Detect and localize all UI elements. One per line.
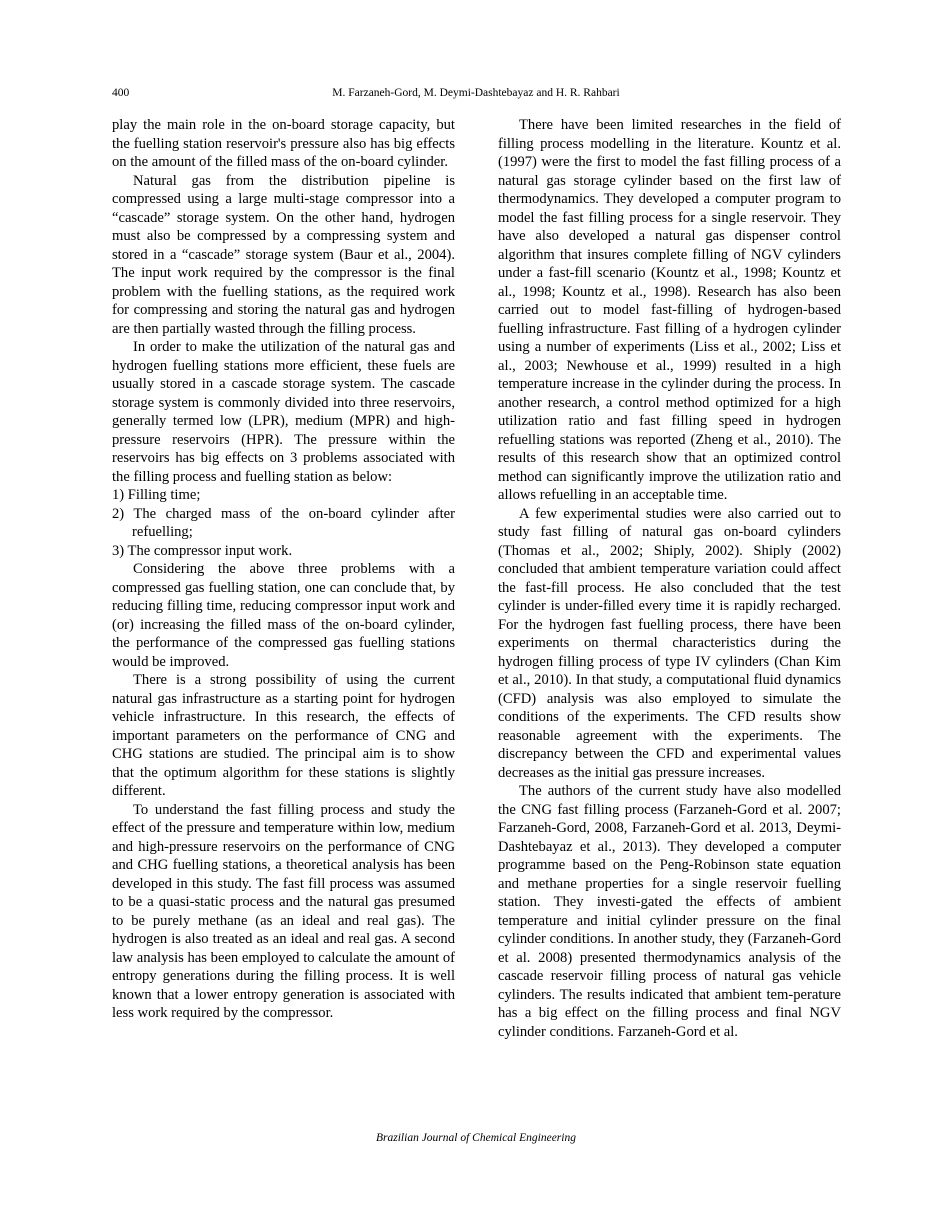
left-paragraph-6: To understand the fast filling process and study the effect of the pressure and temperature within low, medium and high-pressure reservoirs on the performance of CNG and CHG fuelling stations, a theoretical analysis has been developed in this study. The fast fill process was assumed to be a quasi-static process and the natural gas presumed to be purely methane (as an ideal and real gas). The hydrogen is also treated as an ideal and real gas. A second law analysis has been employed to calculate the amount of entropy generations during the filling process. It is well known that a lower entropy generation is associated with less work required by the compressor. bbox=[112, 801, 455, 1021]
list-item-compressor-work: 3) The compressor input work. bbox=[112, 542, 293, 559]
right-paragraph-1: There have been limited researches in the field of filling process modelling in the literature. Kountz et al. (1997) were the first to model the fast filling process of a natural gas storage cylinder based on the first law of thermodynamics. They developed a computer program to model the fast filling process for a single reservoir. They have also developed a natural gas dispenser control algorithm that insures complete filling of NGV cylinders under a fast-fill scenario (Kountz et al., 1998; Kountz et al., 1998; Kountz et al., 1998). Research has also been carried out to model fast-filling of hydrogen-based fuelling infrastructure. Fast filling of a hydrogen cylinder using a number of experiments (Liss et al., 2002; Liss et al., 2003; Newhouse et al., 1999) resulted in a high temperature increase in the cylinder during the process. In another research, a control method optimized for a high utilization ratio and fast filling speed in hydrogen refuelling stations was reported (Zheng et al., 2010). The results of this research show that an optimized control method can significantly improve the utilization ratio and allows refuelling in an acceptable time. bbox=[498, 117, 841, 503]
left-paragraph-3: In order to make the utilization of the natural gas and hydrogen fuelling stations more efficient, these fuels are usually stored in a cascade storage system. The cascade storage system is commonly divided into three reservoirs, generally termed low (LPR), medium (MPR) and high-pressure reservoirs (HPR). The pressure within the reservoirs has big effects on 3 problems associated with the filling process and fuelling station as below: bbox=[112, 339, 455, 485]
list-item-charged-mass: 2) The charged mass of the on-board cylinder after refuelling; bbox=[112, 505, 455, 540]
list-item-filling-time: 1) Filling time; bbox=[112, 487, 201, 503]
page-number: 400 bbox=[112, 87, 130, 99]
right-column bbox=[498, 116, 841, 1041]
left-paragraph-2: Natural gas from the distribution pipeline is compressed using a large multi-stage compressor into a “cascade” storage system. On the other hand, hydrogen must also be compressed by a compressing system and stored in a “cascade” storage system (Baur et al., 2004). The input work required by the compressor is the final problem with the fuelling stations, as the required work for compressing and storing the natural gas and hydrogen are then partially wasted through the filling process. bbox=[112, 172, 455, 337]
left-paragraph-1: play the main role in the on-board storage capacity, but the fuelling station reservoir's pressure also has big effects on the amount of the filled mass of the on-board cylinder. bbox=[112, 117, 455, 170]
left-paragraph-5: There is a strong possibility of using the current natural gas infrastructure as a starting point for hydrogen vehicle infrastructure. In this research, the effects of important parameters on the performance of CNG and CHG stations are studied. The principal aim is to show that the optimum algorithm for these stations is slightly different. bbox=[112, 672, 455, 799]
left-column bbox=[112, 116, 455, 1023]
journal-footer: Brazilian Journal of Chemical Engineering bbox=[376, 1132, 576, 1144]
right-paragraph-3: The authors of the current study have also modelled the CNG fast filling process (Farzaneh-Gord et al. 2007; Farzaneh-Gord, 2008, Farzaneh-Gord et al. 2013, Deymi-Dashtebayaz et al., 2013). They developed a computer programme based on the Peng-Robinson state equation and methane properties for a single reservoir fuelling station. They investi-gated the effects of ambient temperature and initial cylinder pressure on the final cylinder conditions. In another study, they (Farzaneh-Gord et al. 2008) presented thermodynamics analysis of the cascade reservoir filling process of natural gas vehicle cylinders. The results indicated that ambient tem-perature has a big effect on the filling process and final NGV cylinder conditions. Farzaneh-Gord et al. bbox=[498, 783, 841, 1040]
right-paragraph-2: A few experimental studies were also carried out to study fast filling of natural gas on-board cylinders (Thomas et al., 2002; Shiply, 2002). Shiply (2002) concluded that ambient temperature variation could affect the fast-fill process. He also concluded that the test cylinder is under-filled every time it is rapidly recharged. For the hydrogen fast fuelling process, there have been experiments on thermal characteristics during the hydrogen filling process of type IV cylinders (Chan Kim et al., 2010). In that study, a computational fluid dynamics (CFD) analysis was also employed to simulate the conditions of the experiments. The CFD results show reasonable agreement with the experiments. The discrepancy between the CFD and experimental values decreases as the initial gas pressure increases. bbox=[498, 505, 841, 781]
running-head-authors: M. Farzaneh-Gord, M. Deymi-Dashtebayaz and H. R. Rahbari bbox=[332, 87, 620, 99]
left-paragraph-4: Considering the above three problems with a compressed gas fuelling station, one can conclude that, by reducing filling time, reducing compressor input work and (or) increasing the filled mass of the on-board cylinder, the performance of the compressed gas fuelling stations would be improved. bbox=[112, 561, 455, 670]
